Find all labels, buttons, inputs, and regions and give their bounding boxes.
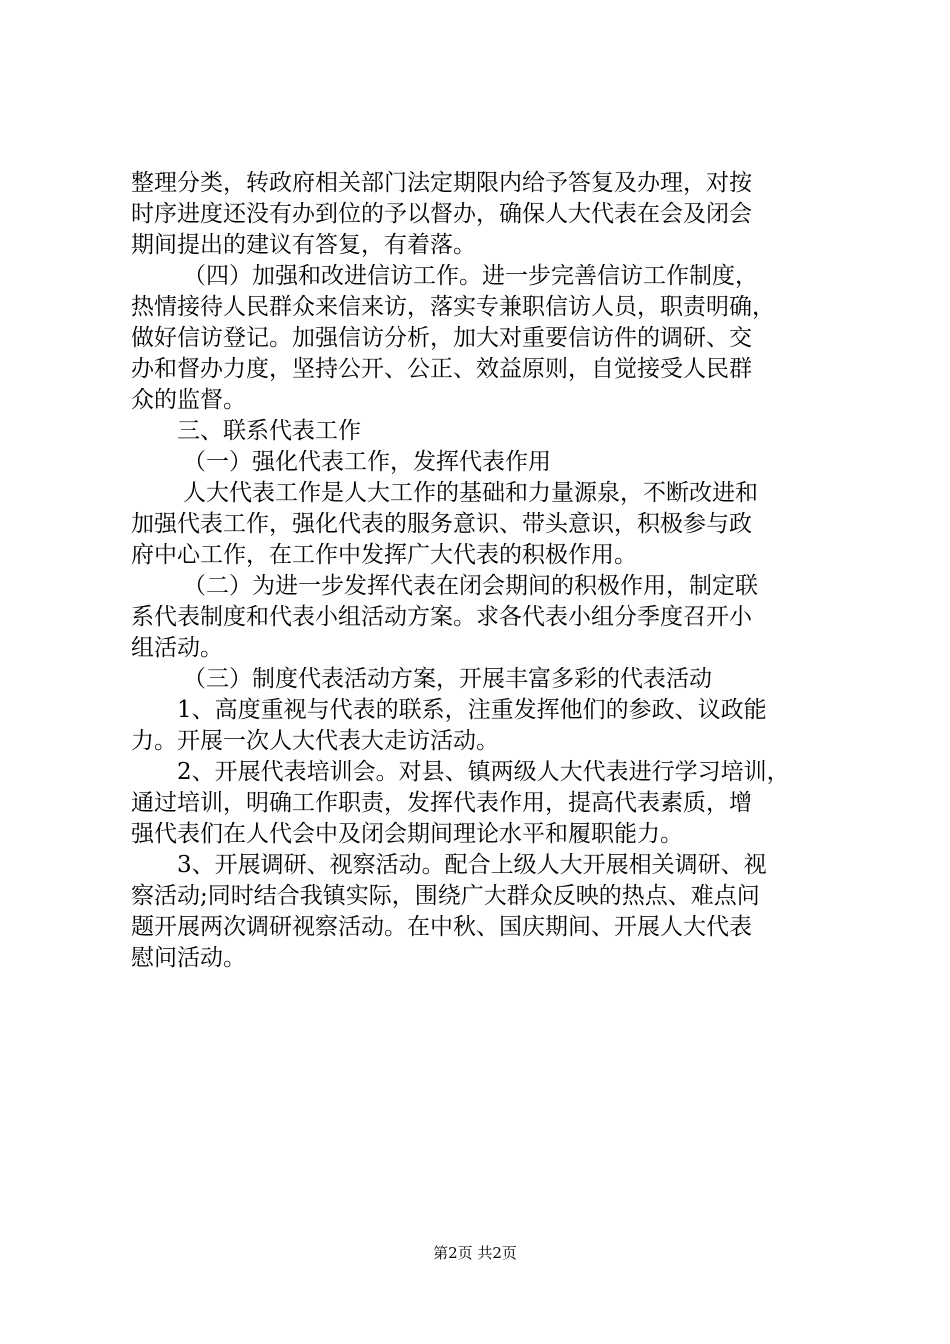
text-line: 热情接待人民群众来信来访，落实专兼职信访人员，职责明确， [131, 294, 775, 320]
text-line: 慰问活动。 [131, 945, 246, 971]
text-line: 强代表们在人代会中及闭会期间理论水平和履职能力。 [131, 821, 683, 847]
text-line: 3、开展调研、视察活动。配合上级人大开展相关调研、视 [177, 852, 767, 878]
text-line: 题开展两次调研视察活动。在中秋、国庆期间、开展人大代表 [131, 914, 752, 940]
text-line: 通过培训，明确工作职责，发挥代表作用，提高代表素质，增 [131, 790, 752, 816]
text-line: 加强代表工作，强化代表的服务意识、带头意识，积极参与政 [131, 511, 752, 537]
text-line: 2、开展代表培训会。对县、镇两级人大代表进行学习培训， [177, 759, 790, 785]
document-body [131, 168, 833, 974]
text-line: 整理分类，转政府相关部门法定期限内给予答复及办理，对按 [131, 170, 752, 196]
text-line: （二）为进一步发挥代表在闭会期间的积极作用，制定联 [183, 573, 758, 599]
page-number-footer: 第2页 共2页 [433, 1244, 517, 1262]
subsection-heading: （一）强化代表工作，发挥代表作用 [183, 449, 551, 475]
text-line: 做好信访登记。加强信访分析，加大对重要信访件的调研、交 [131, 325, 752, 351]
text-line: 众的监督。 [131, 387, 246, 413]
section-heading: 三、联系代表工作 [177, 418, 361, 444]
text-line: 系代表制度和代表小组活动方案。求各代表小组分季度召开小 [131, 604, 752, 630]
text-line: 时序进度还没有办到位的予以督办，确保人大代表在会及闭会 [131, 201, 752, 227]
text-line: 人大代表工作是人大工作的基础和力量源泉，不断改进和 [183, 480, 758, 506]
text-line: （四）加强和改进信访工作。进一步完善信访工作制度， [183, 263, 758, 289]
text-line: 1、高度重视与代表的联系，注重发挥他们的参政、议政能 [177, 697, 767, 723]
text-line: 组活动。 [131, 635, 223, 661]
text-line: 力。开展一次人大代表大走访活动。 [131, 728, 499, 754]
text-line: 察活动;同时结合我镇实际，围绕广大群众反映的热点、难点问 [131, 883, 760, 909]
subsection-heading: （三）制度代表活动方案，开展丰富多彩的代表活动 [183, 666, 712, 692]
text-line: 期间提出的建议有答复，有着落。 [131, 232, 476, 258]
text-line: 府中心工作，在工作中发挥广大代表的积极作用。 [131, 542, 637, 568]
text-line: 办和督办力度，坚持公开、公正、效益原则，自觉接受人民群 [131, 356, 752, 382]
